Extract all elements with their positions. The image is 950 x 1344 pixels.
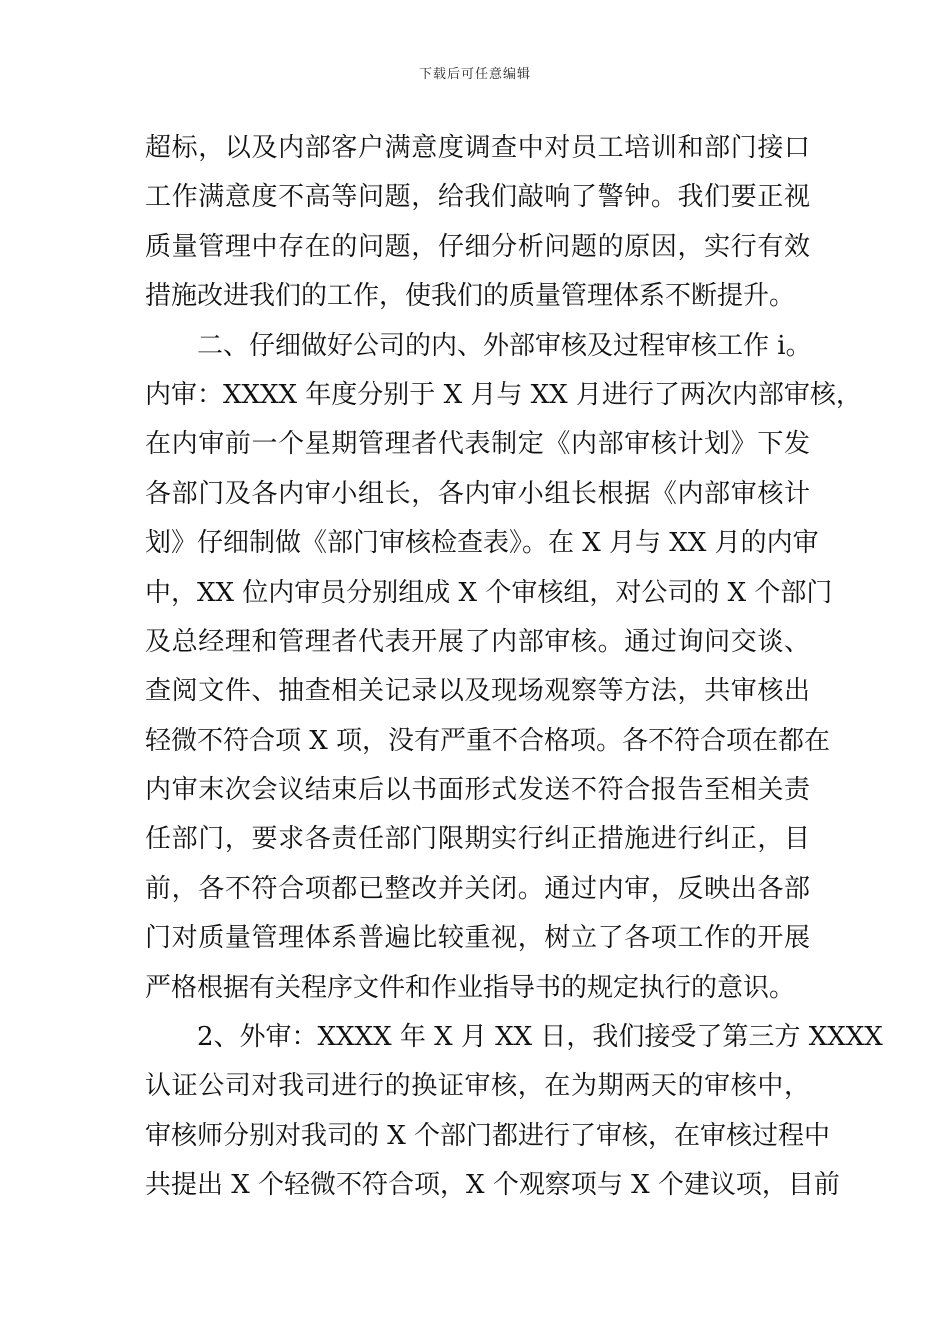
text-line: 门对质量管理体系普遍比较重视，树立了各项工作的开展 [145,923,810,954]
text-line: 工作满意度不高等问题，给我们敲响了警钟。我们要正视 [145,182,810,213]
text-line: 查阅文件、抽查相关记录以及现场观察等方法，共审核出 [145,676,810,707]
text-line: 2、外审：XXXX 年 X 月 XX 日，我们接受了第三方 XXXX [197,1022,883,1053]
text-line: 共提出 X 个轻微不符合项，X 个观察项与 X 个建议项，目前 [145,1170,840,1201]
text-line: 在内审前一个星期管理者代表制定《内部审核计划》下发 [145,429,810,460]
text-line: 审核师分别对我司的 X 个部门都进行了审核，在审核过程中 [145,1120,831,1151]
page-header: 下载后可任意编辑 [418,67,531,82]
text-line: 质量管理中存在的问题，仔细分析问题的原因，实行有效 [145,231,810,262]
text-line: 前，各不符合项都已整改并关闭。通过内审，反映出各部 [145,873,810,904]
text-line: 任部门，要求各责任部门限期实行纠正措施进行纠正，目 [145,824,810,855]
text-line: 中，XX 位内审员分别组成 X 个审核组，对公司的 X 个部门 [145,577,833,608]
text-line: 二、仔细做好公司的内、外部审核及过程审核工作 i。 [197,330,812,361]
body-text [145,124,883,1211]
text-line: 及总经理和管理者代表开展了内部审核。通过询问交谈、 [145,626,810,657]
text-line: 内审：XXXX 年度分别于 X 月与 XX 月进行了两次内部审核， [145,379,862,410]
text-line: 超标，以及内部客户满意度调查中对员工培训和部门接口 [145,133,810,163]
text-line: 轻微不符合项 X 项，没有严重不合格项。各不符合项在都在 [145,725,831,756]
text-line: 划》仔细制做《部门审核检查表》。在 X 月与 XX 月的内审 [145,528,819,559]
text-line: 各部门及各内审小组长，各内审小组长根据《内部审核计 [145,478,810,509]
text-line: 措施改进我们的工作，使我们的质量管理体系不断提升。 [145,281,796,312]
text-line: 认证公司对我司进行的换证审核，在为期两天的审核中， [145,1071,810,1102]
text-line: 内审末次会议结束后以书面形式发送不符合报告至相关责 [145,775,810,806]
text-line: 严格根据有关程序文件和作业指导书的规定执行的意识。 [145,972,796,1003]
